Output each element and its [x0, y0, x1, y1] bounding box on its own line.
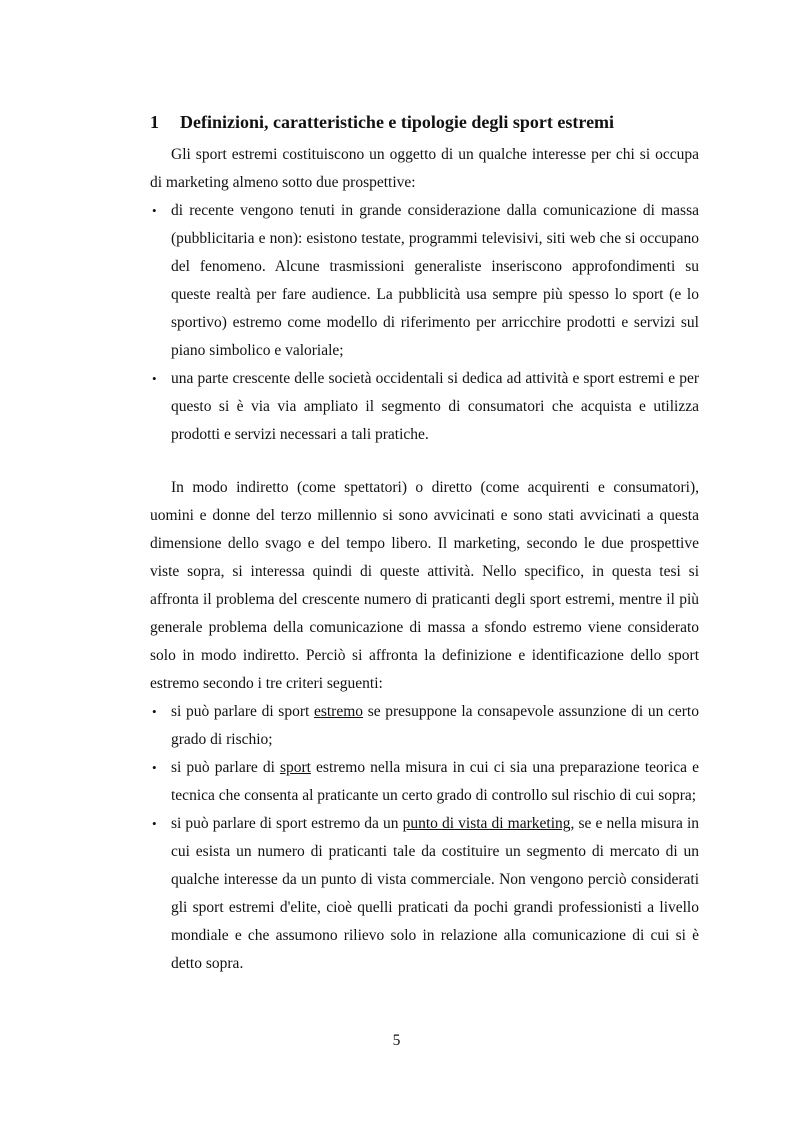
list-item-text: una parte crescente delle società occidentali si dedica ad attività e sport estremi e per questo si è via via ampliato il segmento di consumatori che acquista e utilizza prodotti e servizi necessari a tali pratiche.: [171, 370, 699, 443]
intro-paragraph: Gli sport estremi costituiscono un oggetto di un qualche interesse per chi si occupa di marketing almeno sotto due prospettive:: [150, 146, 699, 191]
criterion-underlined: sport: [279, 759, 311, 776]
bullet-icon: •: [152, 816, 157, 831]
bullet-icon: •: [152, 704, 157, 719]
list-item: [150, 698, 699, 754]
body-block-2: [150, 474, 699, 978]
prospectives-list: [150, 197, 699, 449]
section-heading: [150, 111, 710, 133]
criterion-text-before: si può parlare di: [171, 759, 280, 776]
criterion-text-after: se presuppone la consapevole assunzione di un certo grado di rischio;: [171, 703, 699, 748]
section-number: 1: [150, 112, 159, 132]
criterion-text-before: si può parlare di sport: [171, 703, 314, 720]
list-item: [150, 810, 699, 978]
bullet-icon: •: [152, 371, 157, 386]
main-paragraph: In modo indiretto (come spettatori) o diretto (come acquirenti e consumatori), uomini e donne del terzo millennio si sono avvicinati e sono stati avvicinati a questa dimensione dello svago e del tempo libero. Il marketing, secondo le due prospettive viste sopra, si interessa quindi di queste attività. Nello specifico, in questa tesi si affronta il problema del crescente numero di praticanti degli sport estremi, mentre il più generale problema della comunicazione di massa a sfondo estremo viene considerato solo in modo indiretto. Perciò si affronta la definizione e identificazione dello sport estremo secondo i tre criteri seguenti:: [150, 479, 699, 692]
list-item-text: di recente vengono tenuti in grande considerazione dalla comunicazione di massa (pubblicitaria e non): esistono testate, programmi televisivi, siti web che si occupano del fenomeno. Alcune trasmissioni generaliste inseriscono approfondimenti su queste realtà per fare audience. La pubblicità usa sempre più spesso lo sport (e lo sportivo) estremo come modello di riferimento per arricchire prodotti e servizi sul piano simbolico e valoriale;: [171, 202, 699, 359]
list-item: [150, 754, 699, 810]
bullet-icon: •: [152, 203, 157, 218]
criterion-text-after: , se e nella misura in cui esista un numero di praticanti tale da costituire un segmento di mercato di un qualche interesse da un punto di vista commerciale. Non vengono perciò considerati gli sport estremi d'elite, cioè quelli praticati da pochi grandi professionisti a livello mondiale e che assumono rilievo solo in relazione alla comunicazione di cui si è detto sopra.: [171, 815, 700, 972]
criteria-list: [150, 698, 699, 978]
bullet-icon: •: [152, 760, 157, 775]
section-title: Definizioni, caratteristiche e tipologie degli sport estremi: [180, 112, 615, 132]
criterion-text-after: estremo nella misura in cui ci sia una preparazione teorica e tecnica che consenta al praticante un certo grado di controllo sul rischio di cui sopra;: [171, 759, 699, 804]
criterion-underlined: punto di vista di marketing: [402, 815, 571, 832]
list-item: [150, 365, 699, 449]
list-item: [150, 197, 699, 365]
criterion-underlined: estremo: [313, 703, 364, 720]
criterion-text-before: si può parlare di sport estremo da un: [171, 815, 403, 832]
body-block-1: [150, 141, 699, 449]
page-number: 5: [392, 1032, 401, 1049]
